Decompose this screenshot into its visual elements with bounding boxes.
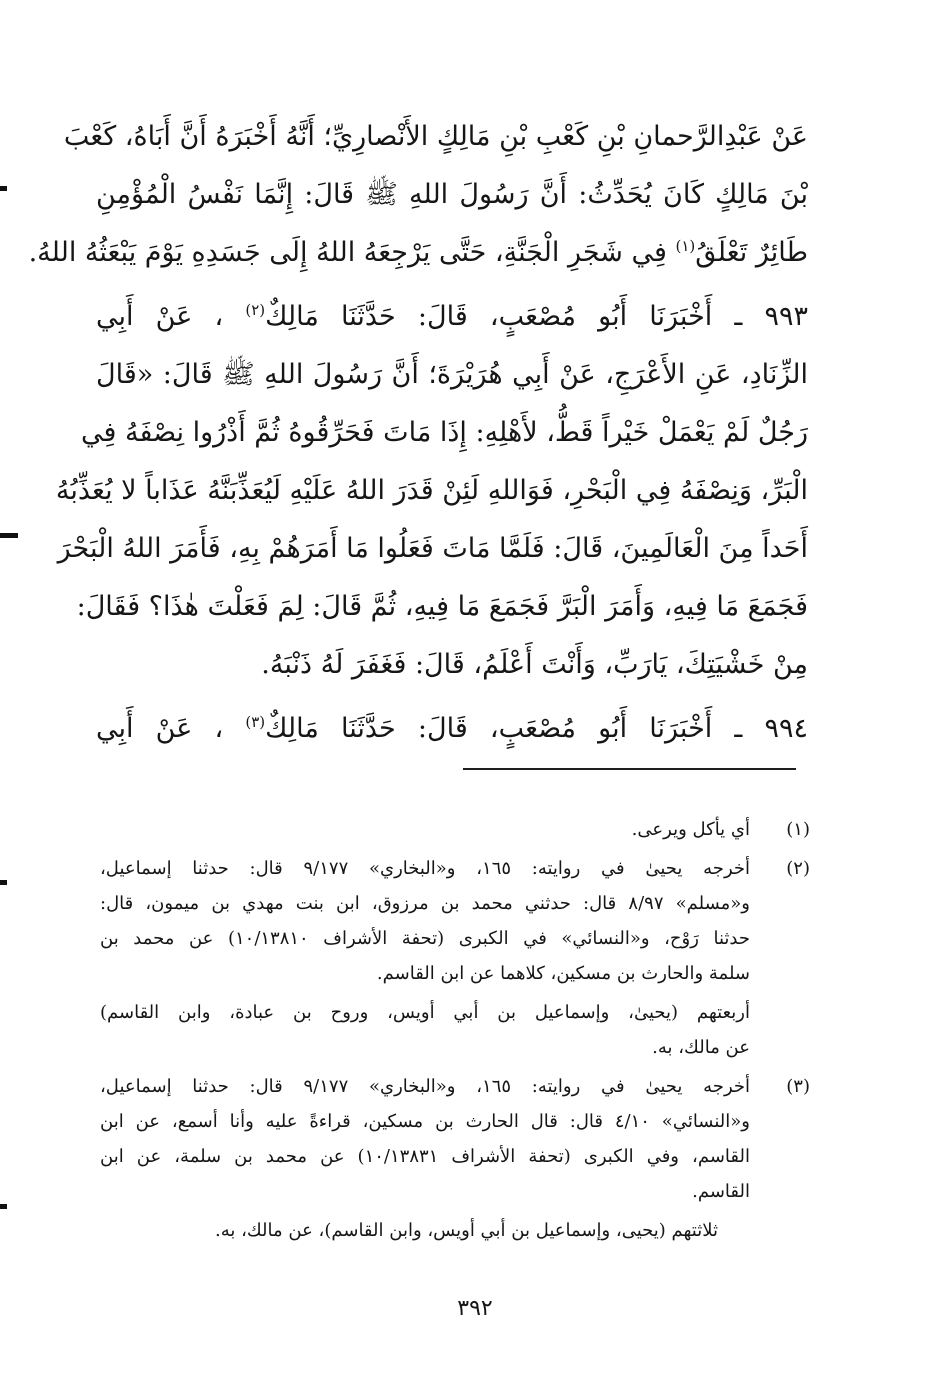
- text-segment: فِي شَجَرِ الْجَنَّةِ، حَتَّى يَرْجِعَهُ اللهُ إِلَى جَسَدِهِ يَوْمَ يَبْعَثُهُ اللهُ.: [28, 237, 667, 268]
- footnote-number: (١): [786, 819, 810, 840]
- footnote-body: [100, 812, 750, 847]
- footnote-body: [100, 1069, 750, 1209]
- text-segment: ، عَنْ أَبِي: [96, 301, 224, 332]
- text-line: مِنْ خَشْيَتِكَ، يَارَبِّ، وَأَنْتَ أَعْلَمُ، قَالَ: فَغَفَرَ لَهُ ذَنْبَهُ.: [261, 649, 808, 680]
- text-line: الزِّنَادِ، عَنِ الأَعْرَجِ، عَنْ أَبِي هُرَيْرَةَ؛ أَنَّ رَسُولَ اللهِ ﷺ قَالَ: «قَالَ: [96, 359, 808, 390]
- footnote-1: [100, 812, 810, 847]
- text-segment: طَائِرٌ تَعْلَقُ: [695, 237, 808, 268]
- footnote-line: حدثنا رَوْح، و«النسائي» في الكبرى (تحفة الأشراف ١٠/١٣٨١٠) عن محمد بن: [100, 928, 750, 949]
- footnote-line: و«النسائي» ٤/١٠ قال: قال الحارث بن مسكين، قراءةً عليه وأنا أسمع، عن ابن: [100, 1111, 750, 1132]
- footnote-body: [100, 851, 750, 1065]
- footnote-ref: (٢): [245, 301, 266, 319]
- text-line: رَجُلٌ لَمْ يَعْمَلْ خَيْراً قَطُّ، لأَهْلِهِ: إِذَا مَاتَ فَحَرِّقُوهُ ثُمَّ أَذْرُوا نِصْفَهُ فِي: [80, 417, 808, 448]
- footnote-ref: (٣): [245, 713, 266, 731]
- text-line: أَحَداً مِنَ الْعَالَمِينَ، قَالَ: فَلَمَّا مَاتَ فَعَلُوا مَا أَمَرَهُمْ بِهِ، فَأَمَرَ اللهُ الْبَحْرَ: [57, 533, 808, 564]
- footnote-3: [100, 1069, 810, 1209]
- footnote-line: أربعتهم (يحيىٰ، وإسماعيل بن أبي أويس، وروح بن عبادة، وابن القاسم): [100, 1002, 750, 1023]
- footnote-line: ثلاثتهم (يحيى، وإسماعيل بن أبي أويس، وابن القاسم)، عن مالك، به.: [214, 1220, 718, 1241]
- footnote-line: القاسم.: [692, 1181, 750, 1202]
- text-line: عَنْ عَبْدِالرَّحمانِ بْنِ كَعْبِ بْنِ مَالِكٍ الأَنْصارِيِّ؛ أَنَّهُ أَخْبَرَهُ أَنَّ أَبَاهُ، كَعْبَ: [63, 121, 808, 152]
- footnote-line: و«مسلم» ٨/٩٧ قال: حدثني محمد بن مرزوق، ابن بنت مهدي بن ميمون، قال:: [100, 893, 750, 914]
- footnotes: [100, 812, 810, 1248]
- footnote-2: [100, 851, 810, 1065]
- hadith-994-heading: [96, 700, 808, 758]
- text-line: [28, 224, 808, 282]
- footnote-number: (٢): [786, 858, 810, 879]
- footnote-line: أخرجه يحيىٰ في روايته: ١٦٥، و«البخاري» ٩/١٧٧ قال: حدثنا إسماعيل،: [100, 1076, 750, 1097]
- margin-scan-mark: [0, 186, 7, 191]
- text-line: فَجَمَعَ مَا فِيهِ، وَأَمَرَ الْبَرَّ فَجَمَعَ مَا فِيهِ، ثُمَّ قَالَ: لِمَ فَعَلْتَ هٰذَا؟ فَقَالَ:: [76, 591, 808, 622]
- footnote-separator: [463, 768, 796, 770]
- footnote-line: القاسم، وفي الكبرى (تحفة الأشراف ١٠/١٣٨٣١) عن محمد بن سلمة، عن ابن: [100, 1146, 750, 1167]
- margin-scan-mark: [0, 533, 18, 538]
- page-number: ٣٩٢: [457, 1296, 493, 1321]
- hadith-993-heading: [96, 288, 808, 346]
- text-segment: ٩٩٣ ـ أَخْبَرَنَا أَبُو مُصْعَبٍ، قَالَ: حَدَّثَنَا مَالِكٌ: [265, 301, 808, 332]
- text-line: الْبَرِّ، وَنِصْفَهُ فِي الْبَحْرِ، فَوَاللهِ لَئِنْ قَدَرَ اللهُ عَلَيْهِ لَيُعَذِّبَنَّهُ عَذَاباً لا يُعَذِّبُهُ: [55, 475, 808, 506]
- footnote-number: (٣): [786, 1076, 810, 1097]
- text-segment: ٩٩٤ ـ أَخْبَرَنَا أَبُو مُصْعَبٍ، قَالَ: حَدَّثَنَا مَالِكٌ: [265, 713, 808, 744]
- footnote-line: عن مالك، به.: [652, 1037, 750, 1058]
- main-text: [28, 108, 808, 758]
- footnote-line: أخرجه يحيىٰ في روايته: ١٦٥، و«البخاري» ٩/١٧٧ قال: حدثنا إسماعيل،: [100, 858, 750, 879]
- text-segment: ، عَنْ أَبِي: [96, 713, 224, 744]
- footnote-line: أي يأكل ويرعى.: [631, 819, 750, 840]
- footnote-ref: (١): [675, 237, 696, 255]
- text-line: بْنَ مَالِكٍ كَانَ يُحَدِّثُ: أَنَّ رَسُولَ اللهِ ﷺ قَالَ: إِنَّمَا نَفْسُ الْمُؤْمِنِ: [96, 179, 808, 210]
- footnote-line: سلمة والحارث بن مسكين، كلاهما عن ابن القاسم.: [376, 963, 750, 984]
- margin-scan-mark: [0, 880, 7, 885]
- margin-scan-mark: [0, 1204, 7, 1209]
